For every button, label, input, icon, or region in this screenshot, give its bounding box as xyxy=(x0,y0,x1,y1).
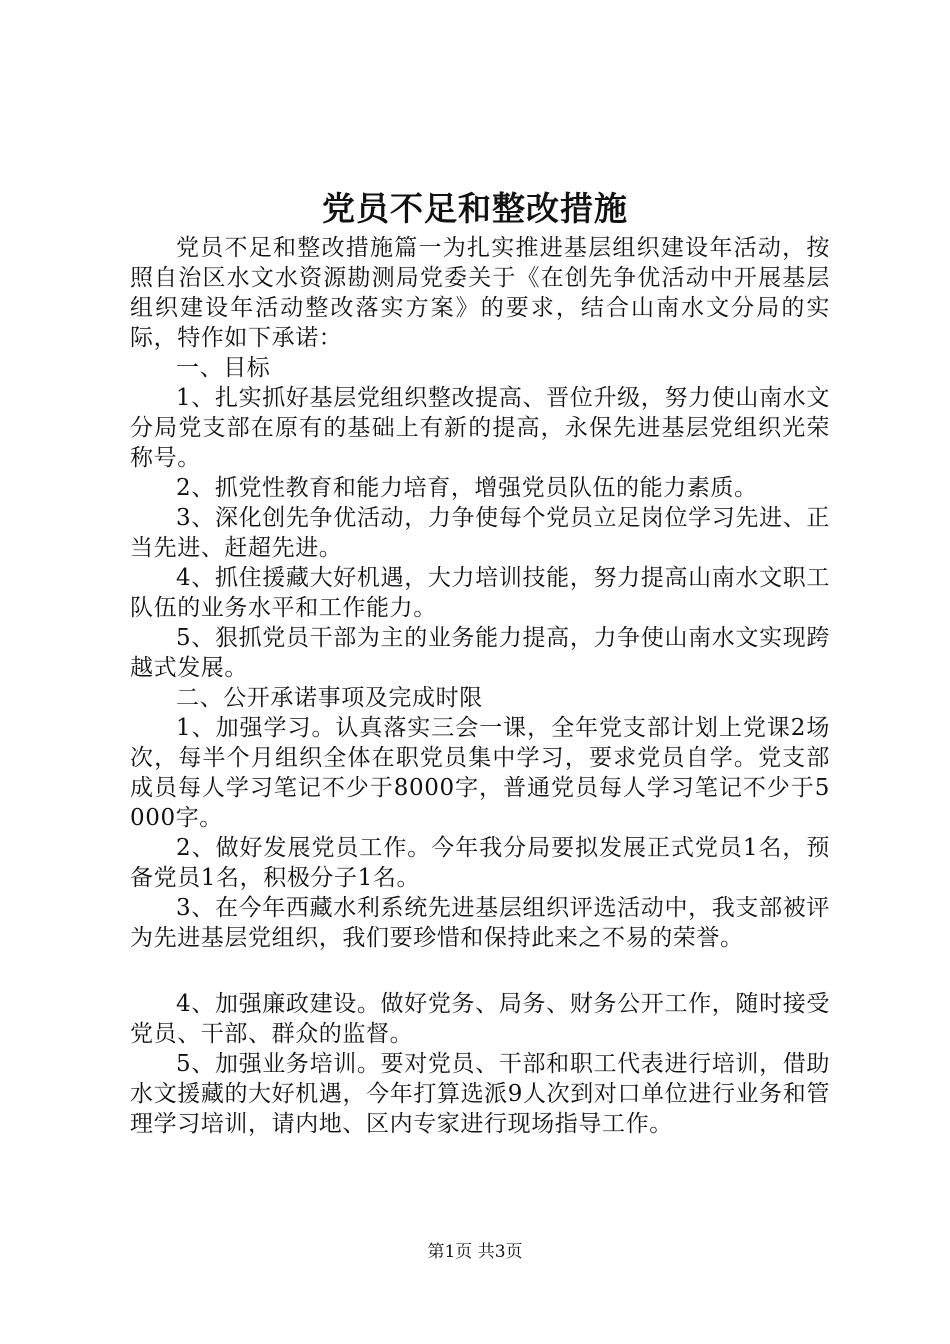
goal-item-1: 1、扎实抓好基层党组织整改提高、晋位升级，努力使山南水文分局党支部在原有的基础上有新的提高，永保先进基层党组织光荣称号。 xyxy=(130,385,830,471)
document-body xyxy=(130,233,830,1139)
document-title: 党员不足和整改措施 xyxy=(322,189,628,228)
section-heading-commitments: 二、公开承诺事项及完成时限 xyxy=(176,685,483,711)
commitment-item-3: 3、在今年西藏水利系统先进基层组织评选活动中，我支部被评为先进基层党组织，我们要珍惜和保持此来之不易的荣誉。 xyxy=(130,895,830,951)
section-heading-goals: 一、目标 xyxy=(176,355,271,381)
commitment-item-1: 1、加强学习。认真落实三会一课，全年党支部计划上党课2场次，每半个月组织全体在职党员集中学习，要求党员自学。党支部成员每人学习笔记不少于8000字，普通党员每人学习笔记不少于5000字。 xyxy=(130,715,830,831)
goal-item-2: 2、抓党性教育和能力培育，增强党员队伍的能力素质。 xyxy=(176,475,758,501)
page-footer: 第1页 共3页 xyxy=(427,1242,523,1262)
commitment-item-2: 2、做好发展党员工作。今年我分局要拟发展正式党员1名，预备党员1名，积极分子1名。 xyxy=(130,835,830,891)
paragraph-intro: 党员不足和整改措施篇一为扎实推进基层组织建设年活动，按照自治区水文水资源勘测局党委关于《在创先争优活动中开展基层组织建设年活动整改落实方案》的要求，结合山南水文分局的实际，特作如下承诺： xyxy=(130,235,830,351)
goal-item-4: 4、抓住援藏大好机遇，大力培训技能，努力提高山南水文职工队伍的业务水平和工作能力。 xyxy=(130,565,830,621)
commitment-item-4: 4、加强廉政建设。做好党务、局务、财务公开工作，随时接受党员、干部、群众的监督。 xyxy=(130,991,830,1047)
commitment-item-5: 5、加强业务培训。要对党员、干部和职工代表进行培训，借助水文援藏的大好机遇，今年打算选派9人次到对口单位进行业务和管理学习培训，请内地、区内专家进行现场指导工作。 xyxy=(130,1051,830,1137)
goal-item-5: 5、狠抓党员干部为主的业务能力提高，力争使山南水文实现跨越式发展。 xyxy=(130,625,830,681)
goal-item-3: 3、深化创先争优活动，力争使每个党员立足岗位学习先进、正当先进、赶超先进。 xyxy=(130,505,830,561)
